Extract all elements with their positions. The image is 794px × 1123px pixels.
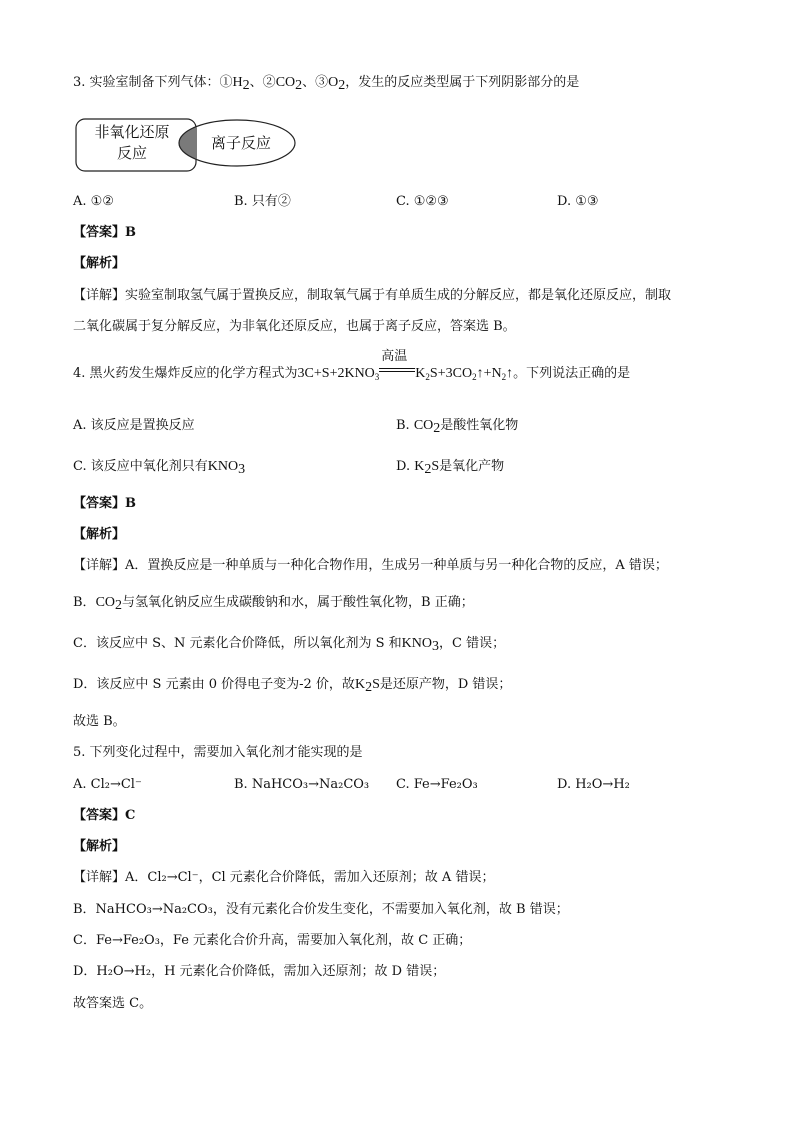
venn-left-line2: 反应 (116, 144, 147, 162)
q4-option-c (73, 458, 245, 479)
q5-option-a: A. Cl₂→Cl⁻ (73, 777, 142, 792)
formula-co2: CO (413, 418, 434, 433)
venn-right-label: 离子反应 (210, 134, 271, 152)
q4-stem-text: 。下列说法正确的是 (513, 366, 631, 381)
q3-stem (73, 74, 579, 95)
q3-sep: 、② (249, 75, 276, 90)
formula-sub: 3 (238, 462, 246, 477)
q4-stem-text: 4. 黑火药发生爆炸反应的化学方程式为 (73, 366, 298, 381)
formula-o2: O (328, 75, 339, 90)
q3-sep: 、③ (302, 75, 329, 90)
q3-stem-text: ，发生的反应类型属于下列阴影部分的是 (345, 75, 580, 90)
q4-option-d (396, 458, 504, 479)
formula-sub: 3 (374, 372, 380, 382)
q5-stem: 5. 下列变化过程中，需要加入氧化剂才能实现的是 (73, 745, 363, 760)
venn-left-line1: 非氧化还原 (94, 123, 170, 141)
q3-stem-text: 3. 实验室制备下列气体：① (73, 75, 233, 90)
formula-sub: 2 (242, 78, 250, 93)
q4-option-b (396, 417, 518, 438)
q5-option-b: B. NaHCO₃→Na₂CO₃ (234, 777, 370, 792)
formula-kno3: KNO (401, 636, 433, 651)
q5-detail-b: B．NaHCO₃→Na₂CO₃，没有元素化合价发生变化，不需要加入氧化剂，故 B 错误； (73, 902, 569, 917)
option-text: 是氧化产物 (439, 459, 505, 474)
eq-product: ↑+N (476, 366, 502, 381)
detail-prefix: B． (73, 595, 96, 610)
detail-text: 与氢氧化钠反应生成碳酸钠和水，属于酸性氧化物，B 正确； (122, 595, 474, 610)
q5-conclusion: 故答案选 C。 (73, 996, 153, 1011)
eq-product: S+3CO (429, 366, 473, 381)
formula-h2: H (232, 75, 243, 90)
q3-option-b: B. 只有② (234, 194, 291, 209)
q5-answer: 【答案】C (73, 808, 136, 823)
detail-text: ，C 错误； (439, 636, 506, 651)
q4-analysis-heading: 【解析】 (73, 527, 126, 542)
detail-text: 是还原产物，D 错误； (379, 677, 512, 692)
eq-condition: 高温 (381, 349, 408, 364)
formula-sub: 3 (432, 639, 440, 654)
q4-conclusion: 故选 B。 (73, 714, 126, 729)
q3-answer: 【答案】B (73, 225, 136, 240)
eq-product: K (415, 366, 426, 381)
detail-text: C．该反应中 S、N 元素化合价降低，所以氧化剂为 S 和 (73, 636, 402, 651)
option-prefix: D. (396, 459, 415, 474)
formula-kno3: KNO (207, 459, 239, 474)
q3-option-c: C. ①②③ (396, 194, 449, 209)
q3-detail-line1: 【详解】实验室制取氢气属于置换反应，制取氧气属于有单质生成的分解反应，都是氧化还原反应，制取 (73, 288, 672, 303)
q3-option-d: D. ①③ (557, 194, 599, 209)
venn-diagram (73, 116, 303, 174)
q3-analysis-heading: 【解析】 (73, 256, 126, 271)
q4-detail-b (73, 594, 474, 615)
q4-stem (73, 349, 631, 386)
formula-co2: CO (95, 595, 116, 610)
formula-k2s: S (431, 459, 440, 474)
q3-option-a: A. ①② (73, 194, 114, 209)
formula-sub: 2 (115, 598, 123, 613)
option-prefix: B. (396, 418, 414, 433)
formula-sub: 2 (472, 372, 477, 382)
venn-left-label (77, 122, 187, 164)
formula-k2s: K (414, 459, 425, 474)
detail-text: D．该反应中 S 元素由 0 价得电子变为-2 价，故 (73, 677, 355, 692)
eq-line-bottom (379, 371, 415, 372)
eq-condition-arrow (379, 349, 415, 378)
option-text: C. 该反应中氧化剂只有 (73, 459, 208, 474)
eq-line-top (379, 368, 415, 369)
q5-analysis-heading: 【解析】 (73, 839, 126, 854)
formula-sub: 2 (433, 421, 441, 436)
q4-detail-a: 【详解】A．置换反应是一种单质与一种化合物作用，生成另一种单质与另一种化合物的反应，A 错误； (73, 558, 668, 573)
q4-answer: 【答案】B (73, 496, 136, 511)
formula-sub: 2 (501, 372, 507, 382)
formula-k2s: S (372, 677, 380, 692)
q4-option-a: A. 该反应是置换反应 (73, 418, 195, 433)
q5-option-d: D. H₂O→H₂ (557, 777, 630, 792)
eq-reactants: 3C+S+2KNO (297, 366, 375, 381)
q3-detail-line2: 二氧化碳属于复分解反应，为非氧化还原反应，也属于离子反应，答案选 B。 (73, 319, 516, 334)
q4-equation (297, 349, 514, 382)
q5-detail-a: 【详解】A．Cl₂→Cl⁻，Cl 元素化合价降低，需加入还原剂；故 A 错误； (73, 870, 495, 885)
formula-sub: 2 (338, 78, 346, 93)
formula-co2: CO (275, 75, 296, 90)
formula-sub: 2 (365, 680, 373, 695)
formula-sub: 2 (424, 462, 432, 477)
option-text: 是酸性氧化物 (440, 418, 519, 433)
q5-option-c: C. Fe→Fe₂O₃ (396, 777, 478, 792)
formula-k2s: K (354, 677, 366, 692)
q5-detail-d: D．H₂O→H₂，H 元素化合价降低，需加入还原剂；故 D 错误； (73, 964, 446, 979)
q4-detail-c (73, 635, 505, 656)
q4-detail-d (73, 676, 511, 697)
formula-sub: 2 (425, 372, 430, 382)
eq-gas-arrow: ↑ (506, 366, 514, 381)
q5-detail-c: C．Fe→Fe₂O₃，Fe 元素化合价升高，需要加入氧化剂，故 C 正确； (73, 933, 472, 948)
formula-sub: 2 (295, 78, 303, 93)
